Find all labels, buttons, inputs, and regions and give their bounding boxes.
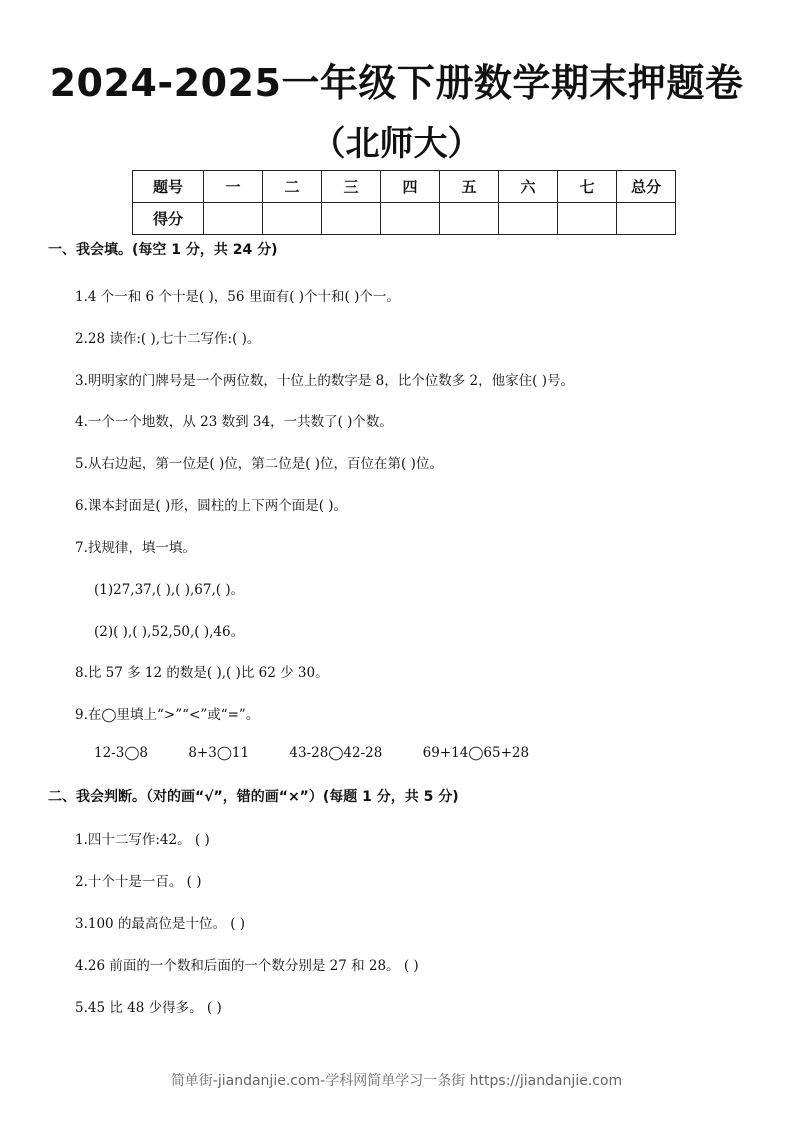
- score-header-cell: 六: [499, 171, 558, 203]
- judge-item: 5.45 比 48 少得多。 ( ): [75, 1000, 222, 1016]
- judge-item: 2.十个十是一百。 ( ): [75, 874, 202, 890]
- score-table-score-row: [133, 203, 676, 235]
- score-header-cell: 总分: [617, 171, 676, 203]
- question-subitem: (1)27,37,( ),( ),67,( )。: [94, 582, 245, 598]
- question-item: 1.4 个一和 6 个十是( )，56 里面有( )个十和( )个一。: [75, 289, 400, 305]
- question-item: 5.从右边起，第一位是( )位，第二位是( )位，百位在第( )位。: [75, 456, 443, 472]
- score-cell[interactable]: [381, 203, 440, 235]
- score-row-label: 得分: [133, 203, 204, 235]
- question-item: 8.比 57 多 12 的数是( ),( )比 62 少 30。: [75, 665, 329, 681]
- score-header-cell: 三: [322, 171, 381, 203]
- question-item: 6.课本封面是( )形，圆柱的上下两个面是( )。: [75, 498, 348, 514]
- judge-item: 3.100 的最高位是十位。 ( ): [75, 916, 246, 932]
- score-header-cell: 七: [558, 171, 617, 203]
- score-cell[interactable]: [617, 203, 676, 235]
- compare-expression: 8+3◯11: [188, 745, 250, 761]
- question-item: 9.在◯里填上“>”“<”或“=”。: [75, 707, 260, 723]
- score-header-cell: 题号: [133, 171, 204, 203]
- document-subtitle: （北师大）: [311, 124, 482, 164]
- score-cell[interactable]: [440, 203, 499, 235]
- judge-item: 1.四十二写作:42。 ( ): [75, 832, 210, 848]
- score-header-cell: 四: [381, 171, 440, 203]
- question-item: 3.明明家的门牌号是一个两位数，十位上的数字是 8，比个位数多 2，他家住( )号。: [75, 373, 574, 389]
- score-table: [132, 170, 676, 235]
- score-header-cell: 一: [204, 171, 263, 203]
- score-cell[interactable]: [204, 203, 263, 235]
- score-header-cell: 五: [440, 171, 499, 203]
- question-subitem: (2)( ),( ),52,50,( ),46。: [94, 624, 245, 640]
- compare-expression: 69+14◯65+28: [422, 745, 530, 761]
- score-cell[interactable]: [322, 203, 381, 235]
- judge-item: 4.26 前面的一个数和后面的一个数分别是 27 和 28。 ( ): [75, 958, 419, 974]
- section1-heading: 一、我会填。(每空 1 分，共 24 分): [48, 242, 278, 258]
- compare-expression: 12-3◯8: [94, 745, 149, 761]
- question-item: 2.28 读作:( ),七十二写作:( )。: [75, 331, 261, 347]
- compare-row: [94, 745, 565, 761]
- score-cell[interactable]: [499, 203, 558, 235]
- score-cell[interactable]: [558, 203, 617, 235]
- compare-expression: 43-28◯42-28: [289, 745, 383, 761]
- score-table-header-row: [133, 171, 676, 203]
- score-header-cell: 二: [263, 171, 322, 203]
- question-item: 4.一个一个地数，从 23 数到 34，一共数了( )个数。: [75, 414, 393, 430]
- footer-watermark: 简单街-jiandanjie.com-学科网简单学习一条街 https://jiandanjie.com: [170, 1073, 623, 1089]
- question-item: 7.找规律，填一填。: [75, 540, 196, 556]
- section2-heading: 二、我会判断。（对的画“√”，错的画“×”）(每题 1 分，共 5 分): [48, 789, 459, 805]
- document-title: 2024-2025一年级下册数学期末押题卷: [49, 61, 744, 105]
- score-cell[interactable]: [263, 203, 322, 235]
